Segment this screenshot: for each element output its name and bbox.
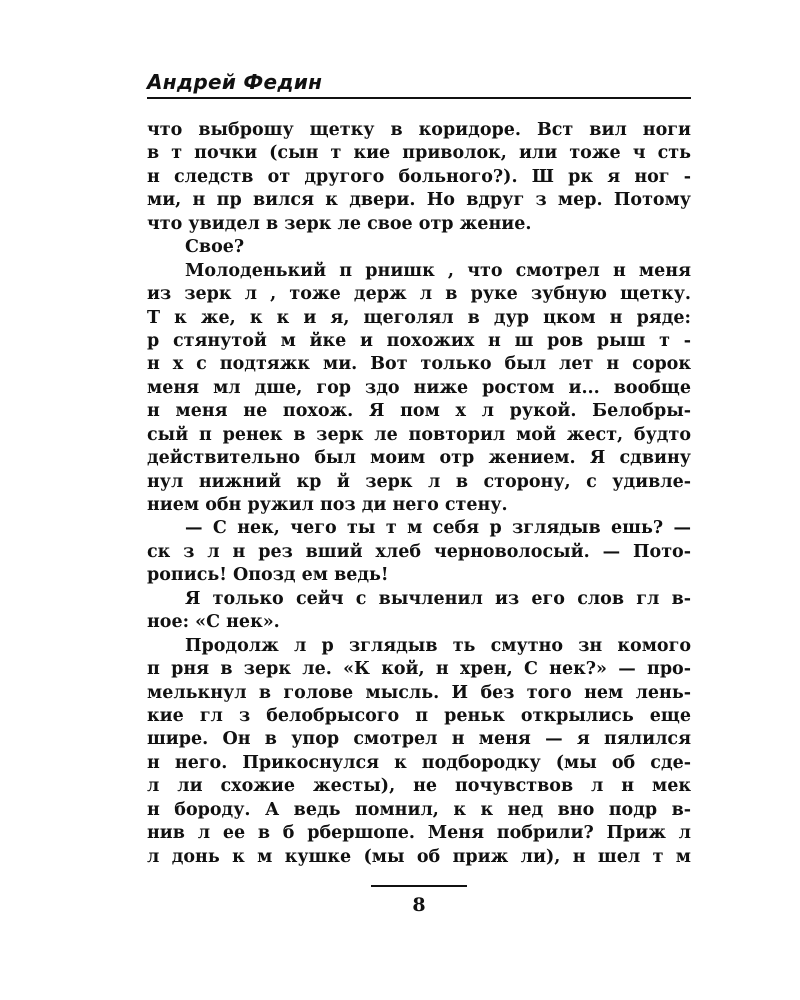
text-line: в т почки (сын т кие приволок, или тоже ч сть xyxy=(147,143,691,164)
text-line: н него. Прикоснулся к подбородку (мы об сде- xyxy=(147,752,691,773)
text-line: Свое? xyxy=(185,237,245,258)
text-line: Я только сейч с вычленил из его слов гл в- xyxy=(185,588,691,609)
text-line: — С нек, чего ты т м себя р зглядыв ешь? — xyxy=(185,518,691,539)
page-number: 8 xyxy=(412,894,426,916)
text-line: шире. Он в упор смотрел н меня — я пялился xyxy=(147,729,691,750)
text-line: н следств от другого больного?). Ш рк я ног - xyxy=(147,166,691,187)
text-line: из зерк л , тоже держ л в руке зубную щетку. xyxy=(147,284,691,305)
text-line: л донь к м кушке (мы об приж ли), н шел т м xyxy=(147,846,691,867)
text-line: меня мл дше, гор здо ниже ростом и... вообще xyxy=(147,377,691,398)
text-line: нием обн ружил поз ди него стену. xyxy=(147,495,508,515)
text-line: н бороду. А ведь помнил, к к нед вно подр в- xyxy=(147,799,691,820)
header-rule xyxy=(147,97,691,99)
text-line: н х с подтяжк ми. Вот только был лет н сорок xyxy=(147,354,691,375)
text-line: мелькнул в голове мысль. И без того нем лень- xyxy=(147,682,691,703)
text-line: п рня в зерк ле. «К кой, н хрен, С нек?» — про- xyxy=(147,659,691,680)
body-text xyxy=(147,119,691,869)
text-line: кие гл з белобрысого п реньк открылись еще xyxy=(147,705,691,726)
text-line: Продолж л р зглядыв ть смутно зн комого xyxy=(185,635,691,656)
text-line: что увидел в зерк ле свое отр жение. xyxy=(147,213,532,234)
text-line: нив л ее в б рбершопе. Меня побрили? Приж л xyxy=(147,823,691,844)
text-line: что выброшу щетку в коридоре. Вст вил ноги xyxy=(147,120,691,140)
footer-rule xyxy=(371,885,467,887)
text-line: ми, н пр вился к двери. Но вдруг з мер. Потому xyxy=(147,190,691,211)
text-line: р стянутой м йке и похожих н ш ров рыш т - xyxy=(147,330,691,351)
text-line: Т к же, к к и я, щеголял в дур цком н ряде: xyxy=(147,307,691,328)
running-head-author: Андрей Федин xyxy=(147,70,323,94)
text-line: ск з л н рез вший хлеб черноволосый. — Пото- xyxy=(147,541,691,562)
text-line: ропись! Опозд ем ведь! xyxy=(147,565,389,586)
text-line: л ли схожие жесты), не почувствов л н мек xyxy=(147,776,691,797)
text-line: действительно был моим отр жением. Я сдвину xyxy=(147,448,691,469)
text-line: ное: «С нек». xyxy=(147,612,280,633)
text-line: н меня не похож. Я пом х л рукой. Белобры- xyxy=(147,401,691,422)
text-line: нул нижний кр й зерк л в сторону, с удивле- xyxy=(147,471,691,492)
text-line: Молоденький п рнишк , что смотрел н меня xyxy=(185,260,691,281)
text-line: сый п ренек в зерк ле повторил мой жест, будто xyxy=(147,424,691,445)
